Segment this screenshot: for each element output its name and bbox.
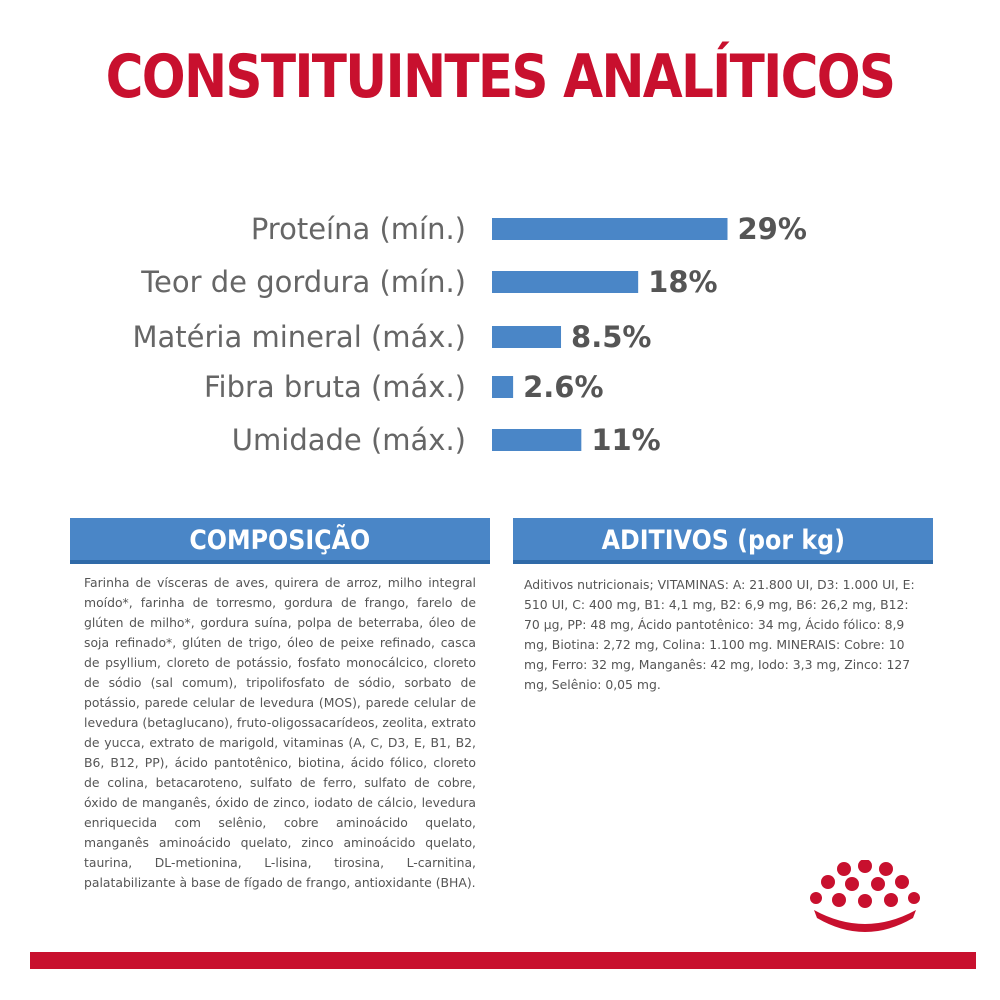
chart-category-label: Matéria mineral (máx.) xyxy=(132,320,466,354)
chart-bar xyxy=(492,429,581,451)
chart-bar xyxy=(492,271,638,293)
chart-category-label: Proteína (mín.) xyxy=(250,212,466,246)
chart-category-label: Teor de gordura (mín.) xyxy=(141,265,466,299)
composicao-header-label: COMPOSIÇÃO xyxy=(189,525,371,556)
composicao-header xyxy=(70,518,490,564)
chart-value-label: 29% xyxy=(737,212,807,246)
chart-bar xyxy=(492,218,728,240)
chart-value-label: 8.5% xyxy=(571,320,652,354)
chart-bar xyxy=(492,376,513,398)
aditivos-text: Aditivos nutricionais; VITAMINAS: A: 21.800 UI, D3: 1.000 UI, E: 510 UI, C: 400 mg, B1: 4,1 mg, B2: 6,9 mg, B6: 26,2 mg, B12: 70 µg, PP: 48 mg, Ácido pantotênico: 34 mg, Ácido fólico: 8,9 mg, Biotina: 2,72 mg, Colina: 1.100 mg. MINERAIS: Cobre: 10 mg, Ferro: 32 mg, Manganês: 42 mg, Iodo: 3,3 mg, Zinco: 127 mg, Selênio: 0,05 mg. xyxy=(524,577,915,692)
royal-canin-crown-logo-icon xyxy=(806,860,924,932)
page-title: CONSTITUINTES ANALÍTICOS xyxy=(105,42,895,112)
composicao-text: Farinha de vísceras de aves, quirera de arroz, milho integral moído*, farinha de torresmo, gordura de frango, farelo de glúten de milho*, gordura suína, polpa de beterraba, óleo de soja refinado*, glúten de trigo, óleo de peixe refinado, casca de psyllium, cloreto de potássio, fosfato monocálcico, cloreto de sódio (sal comum), tripolifosfato de sódio, sorbato de potássio, parede celular de levedura (MOS), parede celular de levedura (betaglucano), fruto-oligossacarídeos, zeolita, extrato de yucca, extrato de marigold, vitaminas (A, C, D3, E, B1, B2, B6, B12, PP), ácido pantotênico, biotina, ácido fólico, cloreto de colina, betacaroteno, sulfato de ferro, sulfato de cobre, óxido de manganês, óxido de zinco, iodato de cálcio, levedura enriquecida com selênio, cobre aminoácido quelato, manganês aminoácido quelato, zinco aminoácido quelato, taurina, DL-metionina, L-lisina, tirosina, L-carnitina, palatabilizante à base de fígado de frango, antioxidante (BHA). xyxy=(84,575,476,890)
chart-category-label: Umidade (máx.) xyxy=(231,423,466,457)
chart-bar xyxy=(492,326,561,348)
chart-value-label: 18% xyxy=(648,265,718,299)
aditivos-header-label: ADITIVOS (por kg) xyxy=(601,525,845,556)
aditivos-header xyxy=(513,518,933,564)
chart-value-label: 2.6% xyxy=(523,370,604,404)
chart-value-label: 11% xyxy=(591,423,661,457)
nutrient-bar-chart xyxy=(0,195,1000,485)
chart-category-label: Fibra bruta (máx.) xyxy=(203,370,466,404)
bottom-red-bar xyxy=(30,952,976,969)
